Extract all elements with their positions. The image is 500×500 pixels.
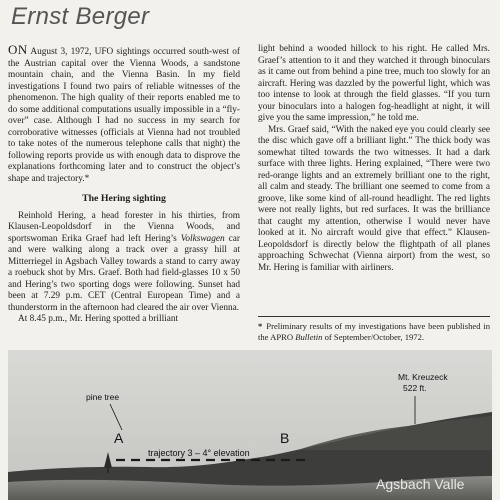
section-heading: The Hering sighting bbox=[82, 193, 166, 204]
point-a-label: A bbox=[114, 430, 124, 446]
pine-tree-label: pine tree bbox=[86, 392, 120, 402]
footnote-text-b: of September/October, 1972. bbox=[322, 331, 425, 342]
footnote-journal: Bulletin bbox=[295, 331, 323, 342]
author-name: Ernst Berger bbox=[11, 3, 150, 30]
left-column bbox=[8, 44, 240, 326]
vehicle-name: Volkswagen bbox=[180, 233, 225, 244]
right-column bbox=[258, 44, 490, 274]
hering-text-b: car and were walking along a track over a grassy hill at Mitterriegel in Agsbach Valley towards a stand to carry away a roebuck shot by Mrs. Graef. Both had field-glasses 10 x 50 and Hering’s two sporting dogs were following. Sunset had been at 7.29 p.m. CET (Central European Time) and a thunderstorm in the afternoon had cleared the air over Vienna. bbox=[8, 233, 240, 313]
trajectory-label: trajectory 3 – 4° elevation bbox=[148, 448, 250, 458]
light-paragraph: light behind a wooded hillock to his right. He called Mrs. Graef’s attention to it and they watched it through binoculars as it came out from behind a pine tree, much too slowly for an aircraft. Hering was dazzled by the powerful light, which was too intense to look at through the field glasses. “If you turn your binoculars into a halogen fog-headlight at night, it will give you the same impression,” he told me. bbox=[258, 44, 490, 123]
pine-trunk bbox=[107, 467, 109, 473]
intro-paragraph bbox=[8, 44, 240, 185]
point-b-label: B bbox=[280, 430, 290, 446]
landscape-photo bbox=[8, 350, 492, 500]
drop-cap: ON bbox=[8, 42, 28, 57]
footnote-divider bbox=[258, 316, 490, 317]
valley-label: Agsbach Valle bbox=[376, 476, 465, 492]
footnote-marker: * bbox=[258, 321, 263, 331]
footnote bbox=[258, 321, 490, 342]
intro-text: August 3, 1972, UFO sightings occurred south-west of the Austrian capital over the Vienna Woods, a sandstone mountain chain, and the Vienna Basin. In my field investigations I found two pairs of reliable witnesses of the phenomenon. The high quality of their reports enabled me to do some additional computations usually impossible in a “fly-over” case. Although I had no success in my search for corroborative witnesses (officials at Vienna had not troubled to take notes of the numerous telephone calls that night) the following reports provide us with enough data to disprove the explanations forthcoming later and to construct the object’s shape and trajectory.* bbox=[8, 47, 240, 184]
hering-paragraph bbox=[8, 211, 240, 315]
graef-paragraph: Mrs. Graef said, “With the naked eye you could clearly see the disc which gave off a brilliant light.” The thick body was somewhat tilted towards the two witnesses. It had a dark surface with three lights. Hering explained, “There were two red-orange lights and an extremely brilliant one to the right, all calm and steady. The brilliant one seemed to come from a groove, like some kind of all-round headlight. The red lights were not really lights, but red surfaces. It was the brilliance that caught my attention, otherwise I would never have looked at it. No aircraft would give that effect.” Klausen-Leopoldsdorf is directly below the flightpath of all planes approaching Schwechat (Vienna airport) from the west, so Mr. Hering is familiar with airliners. bbox=[258, 124, 490, 273]
mountain-height-label: 522 ft. bbox=[403, 383, 427, 393]
footnote-text-a: Preliminary results of my investigations have been published in the APRO bbox=[258, 321, 490, 342]
spotting-paragraph: At 8.45 p.m., Mr. Hering spotted a brilliant bbox=[18, 314, 179, 324]
hering-text-a: Reinhold Hering, a head forester in his thirties, from Klausen-Leopoldsdorf in the Vienna Woods, and sportswoman Erika Graef had left Hering’s bbox=[8, 210, 240, 244]
mountain-name-label: Mt. Kreuzeck bbox=[398, 372, 448, 382]
